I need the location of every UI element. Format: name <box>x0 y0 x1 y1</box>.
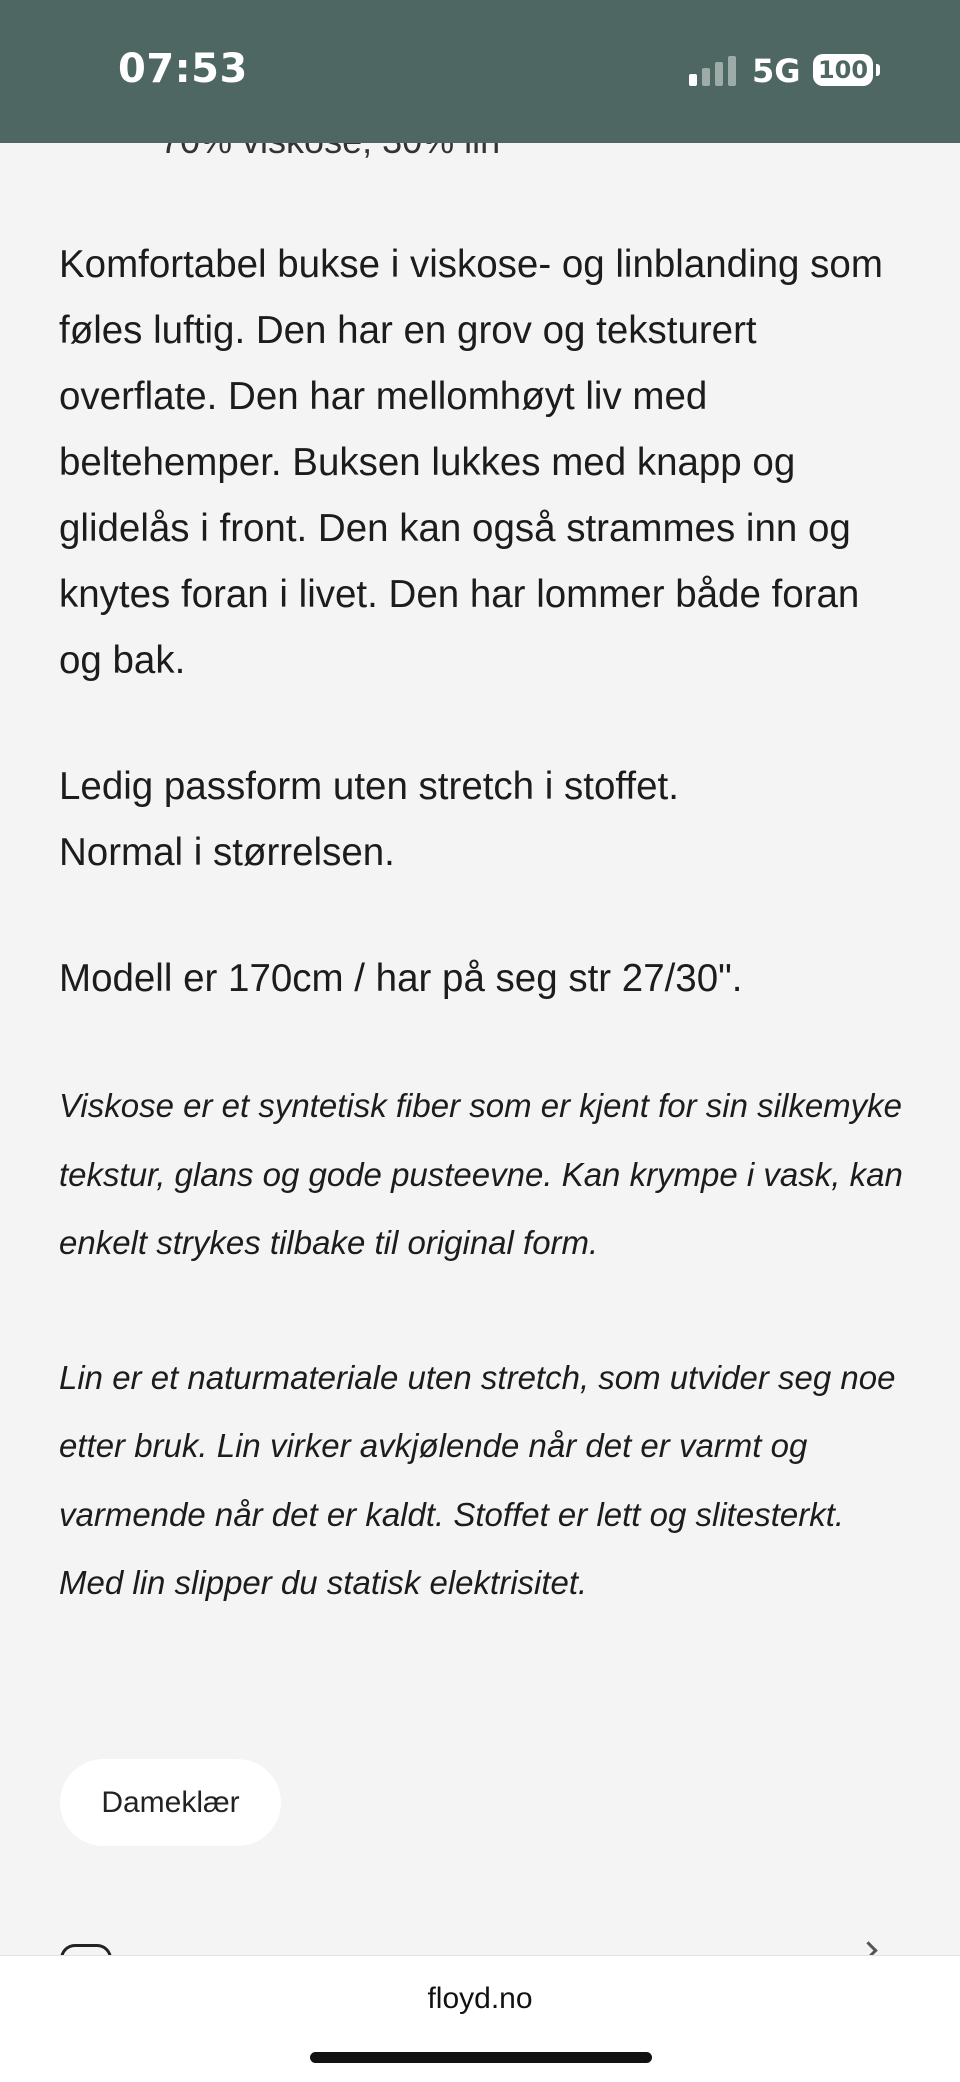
status-bar <box>0 0 960 143</box>
description-paragraph: Komfortabel bukse i viskose- og linblanding som føles luftig. Den har en grov og teksturert overflate. Den har mellomhøyt liv med beltehemper. Buksen lukkes med knapp og glidelås i front. Den kan også strammes inn og knytes foran i livet. Den har lommer både foran og bak. <box>59 243 883 682</box>
battery-icon <box>813 54 873 86</box>
home-indicator[interactable] <box>310 2052 652 2063</box>
status-time: 07:53 <box>118 46 248 92</box>
viskose-info: Viskose er et syntetisk fiber som er kjent for sin silkemyke tekstur, glans og gode pusteevne. Kan krympe i vask, kan enkelt strykes tilbake til original form. <box>59 1087 903 1261</box>
fit-line-2: Normal i størrelsen. <box>59 831 395 874</box>
category-tag-button[interactable] <box>60 1759 281 1846</box>
url-display[interactable]: floyd.no <box>427 1982 533 2015</box>
fit-line-1: Ledig passform uten stretch i stoffet. <box>59 765 679 808</box>
browser-bottom-bar <box>0 1955 960 2082</box>
product-description <box>59 232 909 1618</box>
category-tag-label: Dameklær <box>101 1785 240 1819</box>
lin-info: Lin er et naturmateriale uten stretch, som utvider seg noe etter bruk. Lin virker avkjølende når det er varmt og varmende når det er kaldt. Stoffet er lett og slitesterkt. Med lin slipper du statisk elektrisitet. <box>59 1358 896 1601</box>
battery-level: 100 <box>817 56 869 84</box>
model-info: Modell er 170cm / har på seg str 27/30". <box>59 957 743 1000</box>
network-type: 5G <box>752 52 801 90</box>
battery-tip <box>876 64 880 76</box>
signal-icon <box>689 56 737 86</box>
